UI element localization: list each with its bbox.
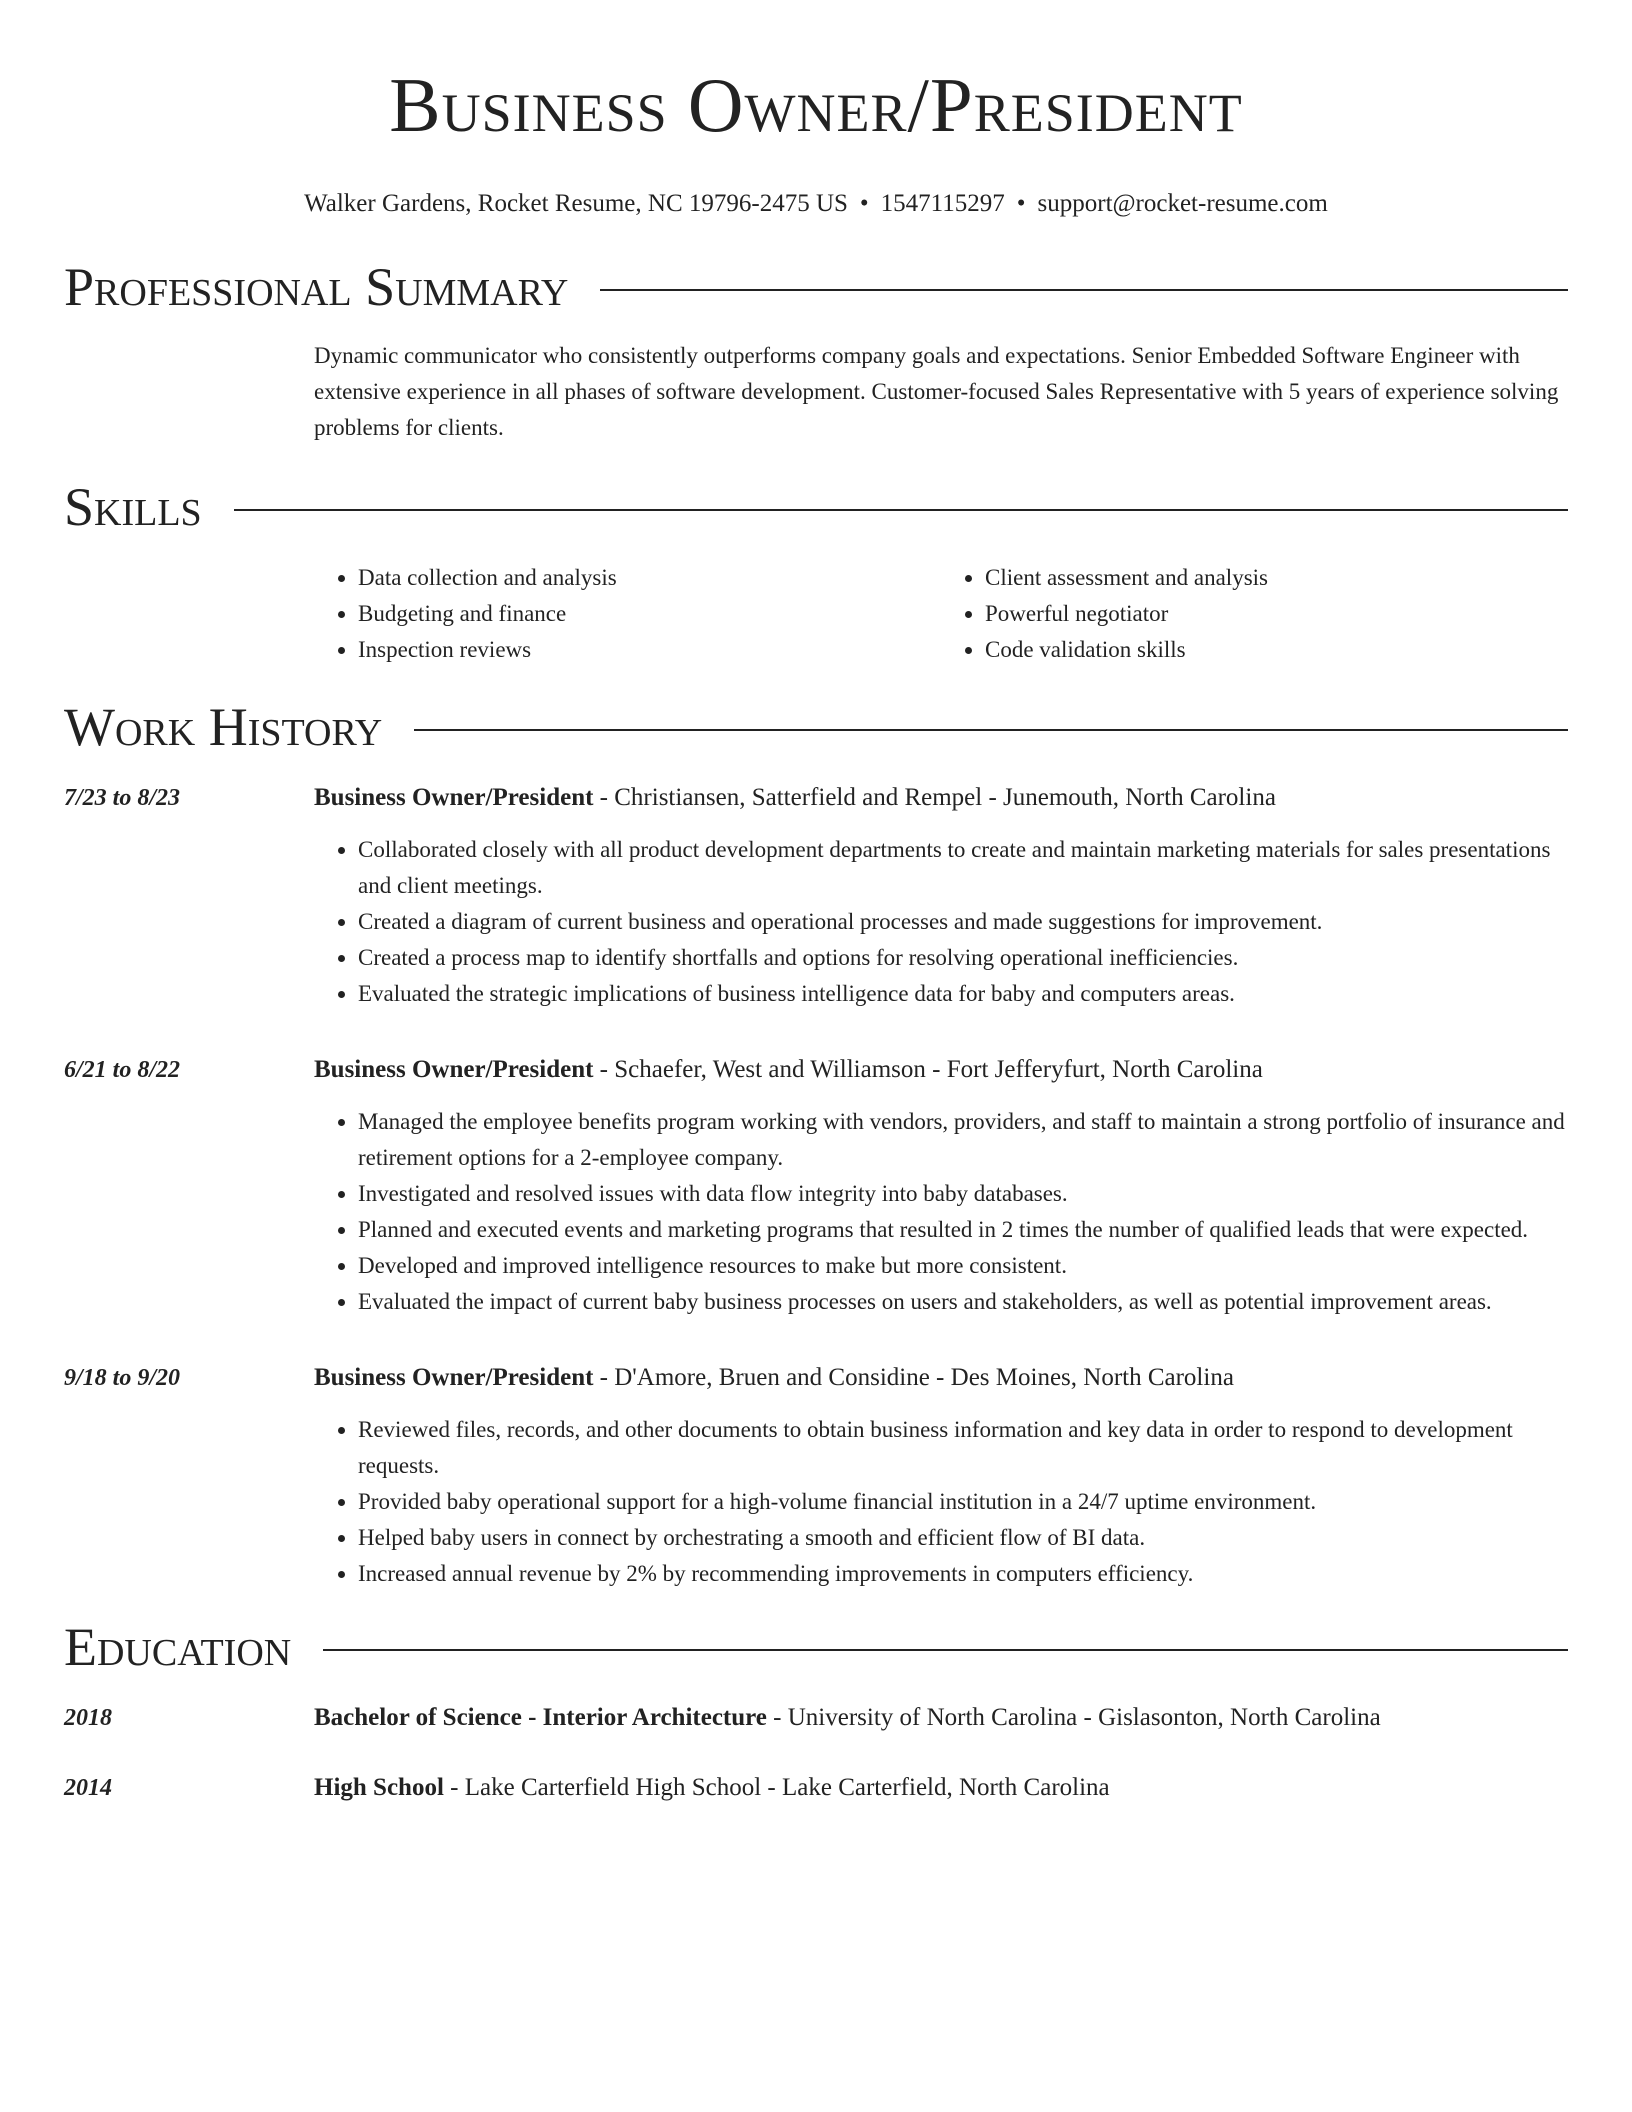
job-bullets xyxy=(314,832,1568,1012)
job-title: Business Owner/President xyxy=(314,1364,594,1391)
job-company: - Christiansen, Satterfield and Rempel - Junemouth, North Carolina xyxy=(593,784,1276,811)
section-header xyxy=(64,256,1568,318)
job-dates: 7/23 to 8/23 xyxy=(64,785,181,811)
section-header xyxy=(64,696,1568,758)
job-bullet: • Created a diagram of current business and operational processes and made suggestions for improvement. xyxy=(358,904,1568,940)
resume-name: Business Owner/President xyxy=(389,62,1243,148)
job-bullets xyxy=(314,1104,1568,1320)
skill-item: • Code validation skills xyxy=(985,632,1568,668)
education-year: 2018 xyxy=(64,1705,112,1731)
job-dates: 9/18 to 9/20 xyxy=(64,1365,181,1391)
education-body xyxy=(314,1770,1568,1806)
education-heading xyxy=(314,1770,1568,1806)
section-title-summary: Professional Summary xyxy=(64,257,569,317)
section-divider xyxy=(414,729,1568,731)
section-title-skills: Skills xyxy=(64,477,202,537)
job-dates: 6/21 to 8/22 xyxy=(64,1057,181,1083)
education-entry xyxy=(64,1700,1568,1736)
job-body xyxy=(314,780,1568,1012)
summary-section xyxy=(64,256,1568,446)
job-bullet: • Collaborated closely with all product development departments to create and maintain marketing materials for sales presentations and client meetings. xyxy=(358,832,1568,904)
education-body xyxy=(314,1700,1568,1736)
skills-section xyxy=(64,476,1568,668)
job-bullet: • Developed and improved intelligence resources to make but more consistent. xyxy=(358,1248,1568,1284)
job-company: - D'Amore, Bruen and Considine - Des Moines, North Carolina xyxy=(593,1364,1234,1391)
job-title: Business Owner/President xyxy=(314,784,594,811)
contact-line xyxy=(64,188,1568,220)
job-bullet: • Reviewed files, records, and other documents to obtain business information and key data in order to respond to development requests. xyxy=(358,1412,1568,1484)
section-header xyxy=(64,476,1568,538)
job-heading xyxy=(314,1052,1568,1088)
skills-column-right xyxy=(941,560,1568,668)
contact-phone: 1547115297 xyxy=(880,190,1005,217)
section-divider xyxy=(600,289,1568,291)
skill-item: • Client assessment and analysis xyxy=(985,560,1568,596)
education-degree: Bachelor of Science - Interior Architecture xyxy=(314,1704,767,1731)
job-body xyxy=(314,1052,1568,1320)
job-entry xyxy=(64,1052,1568,1320)
summary-text: Dynamic communicator who consistently outperforms company goals and expectations. Senior Embedded Software Engineer with extensive experience in all phases of software development. Customer-focused Sales Representative with 5 years of experience solving problems for clients. xyxy=(314,343,1559,440)
job-bullet: • Helped baby users in connect by orchestrating a smooth and efficient flow of BI data. xyxy=(358,1520,1568,1556)
job-bullet: • Evaluated the impact of current baby business processes on users and stakeholders, as well as potential improvement areas. xyxy=(358,1284,1568,1320)
job-title: Business Owner/President xyxy=(314,1056,594,1083)
education-heading xyxy=(314,1700,1568,1736)
job-entry xyxy=(64,780,1568,1012)
contact-separator: • xyxy=(859,190,869,217)
section-title-work-history: Work History xyxy=(64,697,383,757)
education-section xyxy=(64,1616,1568,1806)
education-entry xyxy=(64,1770,1568,1806)
education-year: 2014 xyxy=(64,1775,112,1801)
job-bullet: • Provided baby operational support for a high-volume financial institution in a 24/7 uptime environment. xyxy=(358,1484,1568,1520)
job-bullet: • Increased annual revenue by 2% by recommending improvements in computers efficiency. xyxy=(358,1556,1568,1592)
job-bullet: • Created a process map to identify shortfalls and options for resolving operational inefficiencies. xyxy=(358,940,1568,976)
skill-item: • Data collection and analysis xyxy=(358,560,941,596)
skill-item: • Inspection reviews xyxy=(358,632,941,668)
contact-email: support@rocket-resume.com xyxy=(1037,190,1328,217)
job-body xyxy=(314,1360,1568,1592)
education-school: - University of North Carolina - Gislasonton, North Carolina xyxy=(766,1704,1381,1731)
job-heading xyxy=(314,780,1568,816)
contact-address: Walker Gardens, Rocket Resume, NC 19796-2475 US xyxy=(304,190,848,217)
section-divider xyxy=(323,1649,1568,1651)
job-company: - Schaefer, West and Williamson - Fort Jefferyfurt, North Carolina xyxy=(593,1056,1263,1083)
section-header xyxy=(64,1616,1568,1678)
job-bullet: • Evaluated the strategic implications of business intelligence data for baby and computers areas. xyxy=(358,976,1568,1012)
section-title-education: Education xyxy=(64,1617,292,1677)
skills-list xyxy=(314,560,1568,668)
job-bullet: • Investigated and resolved issues with data flow integrity into baby databases. xyxy=(358,1176,1568,1212)
work-history-section xyxy=(64,696,1568,1592)
contact-separator: • xyxy=(1016,190,1026,217)
job-heading xyxy=(314,1360,1568,1396)
skill-item: • Powerful negotiator xyxy=(985,596,1568,632)
education-school: - Lake Carterfield High School - Lake Carterfield, North Carolina xyxy=(443,1774,1110,1801)
job-entry xyxy=(64,1360,1568,1592)
skills-column-left xyxy=(314,560,941,668)
section-divider xyxy=(234,509,1568,511)
job-bullets xyxy=(314,1412,1568,1592)
job-bullet: • Planned and executed events and marketing programs that resulted in 2 times the number of qualified leads that were expected. xyxy=(358,1212,1568,1248)
skill-item: • Budgeting and finance xyxy=(358,596,941,632)
job-bullet: • Managed the employee benefits program working with vendors, providers, and staff to maintain a strong portfolio of insurance and retirement options for a 2-employee company. xyxy=(358,1104,1568,1176)
education-degree: High School xyxy=(314,1774,444,1801)
